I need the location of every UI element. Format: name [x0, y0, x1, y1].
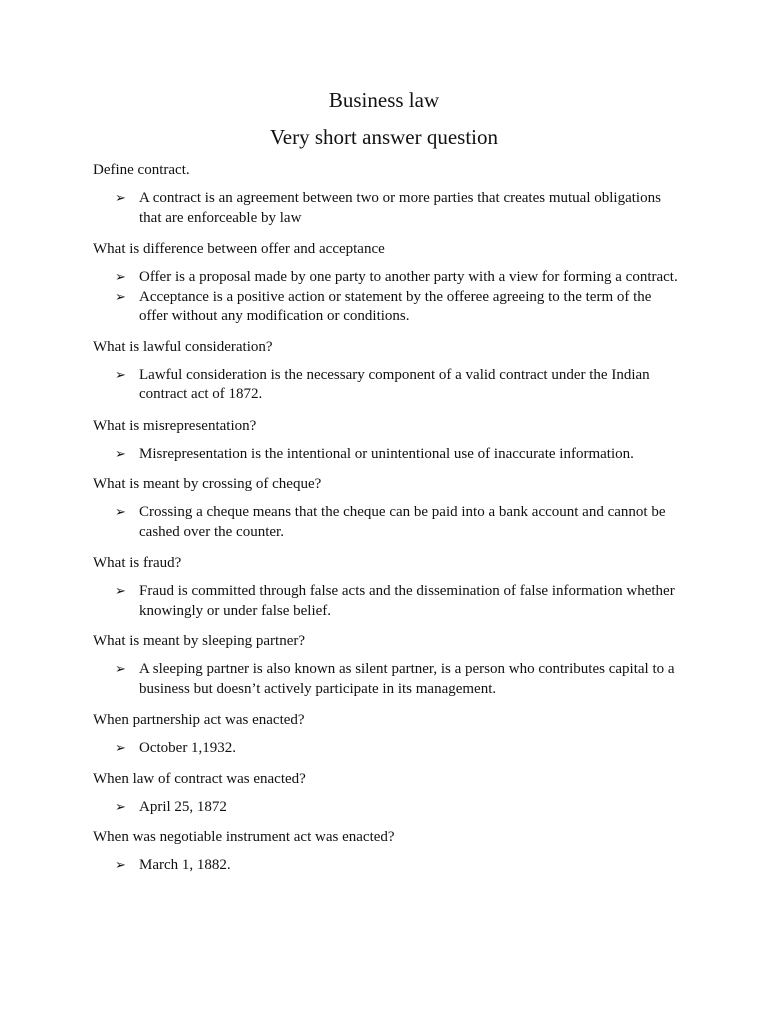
arrowhead-bullet-icon: ➢ — [115, 289, 126, 305]
answer-text: A sleeping partner is also known as silent partner, is a person who contributes capital to a business but doesn’t actively participate in its management. — [139, 661, 675, 697]
answer-text: Lawful consideration is the necessary component of a valid contract under the Indian contract act of 1872. — [139, 366, 650, 402]
document-subtitle: Very short answer question — [269, 125, 499, 149]
answer-text: Misrepresentation is the intentional or unintentional use of inaccurate information. — [139, 445, 634, 462]
answer-item — [93, 366, 683, 405]
qa-section — [93, 710, 683, 759]
answer-item — [93, 189, 683, 228]
answer-text: Offer is a proposal made by one party to another party with a view for forming a contract. — [139, 269, 678, 285]
answer-list — [93, 268, 683, 327]
answer-list — [93, 739, 683, 759]
answer-text: April 25, 1872 — [139, 798, 227, 815]
question-text: When was negotiable instrument act was enacted? — [93, 829, 395, 845]
answer-item — [93, 445, 683, 465]
arrowhead-bullet-icon: ➢ — [115, 505, 126, 520]
answer-text: Crossing a cheque means that the cheque can be paid into a bank account and cannot be cashed over the counter. — [139, 504, 666, 540]
question-text: What is fraud? — [93, 555, 182, 571]
answer-list — [93, 503, 683, 542]
answer-item — [93, 798, 683, 818]
answer-item — [93, 268, 683, 288]
question-text: Define contract. — [93, 162, 190, 178]
answer-text: Fraud is committed through false acts and the dissemination of false information whether knowingly or under false belief. — [139, 583, 675, 619]
question-text: What is meant by crossing of cheque? — [93, 476, 322, 492]
answer-list — [93, 445, 683, 465]
answer-item — [93, 856, 683, 876]
arrowhead-bullet-icon: ➢ — [115, 799, 126, 815]
qa-section — [93, 239, 683, 327]
arrowhead-bullet-icon: ➢ — [115, 858, 126, 873]
qa-section — [93, 553, 683, 621]
question-text: When law of contract was enacted? — [93, 770, 306, 787]
answer-item — [93, 503, 683, 542]
answer-text: A contract is an agreement between two or more parties that creates mutual obligations that are enforceable by law — [139, 190, 661, 226]
question-text: What is difference between offer and acceptance — [93, 241, 385, 257]
answer-list — [93, 582, 683, 621]
answer-text: October 1,1932. — [139, 740, 237, 756]
qa-section — [93, 769, 683, 818]
arrowhead-bullet-icon: ➢ — [115, 270, 126, 285]
question-answer-list — [93, 160, 683, 876]
arrowhead-bullet-icon: ➢ — [115, 191, 126, 206]
answer-item — [93, 739, 683, 759]
answer-item — [93, 660, 683, 699]
answer-list — [93, 856, 683, 876]
qa-section — [93, 337, 683, 405]
answer-text: Acceptance is a positive action or statement by the offeree agreeing to the term of the offer without any modification or conditions. — [139, 288, 652, 324]
arrowhead-bullet-icon: ➢ — [115, 662, 126, 677]
qa-section — [93, 827, 683, 876]
qa-section — [93, 474, 683, 542]
answer-list — [93, 660, 683, 699]
answer-text: March 1, 1882. — [139, 857, 231, 873]
qa-section — [93, 416, 683, 465]
qa-section — [93, 160, 683, 228]
answer-list — [93, 366, 683, 405]
question-text: When partnership act was enacted? — [93, 712, 305, 728]
document-title: Business law — [328, 88, 440, 112]
arrowhead-bullet-icon: ➢ — [115, 741, 126, 756]
question-text: What is misrepresentation? — [93, 417, 257, 434]
arrowhead-bullet-icon: ➢ — [115, 584, 126, 599]
answer-item — [93, 582, 683, 621]
answer-list — [93, 189, 683, 228]
question-text: What is meant by sleeping partner? — [93, 633, 306, 649]
arrowhead-bullet-icon: ➢ — [115, 446, 126, 462]
arrowhead-bullet-icon: ➢ — [115, 367, 126, 383]
answer-item — [93, 288, 683, 327]
answer-list — [93, 798, 683, 818]
qa-section — [93, 631, 683, 699]
question-text: What is lawful consideration? — [93, 338, 273, 355]
